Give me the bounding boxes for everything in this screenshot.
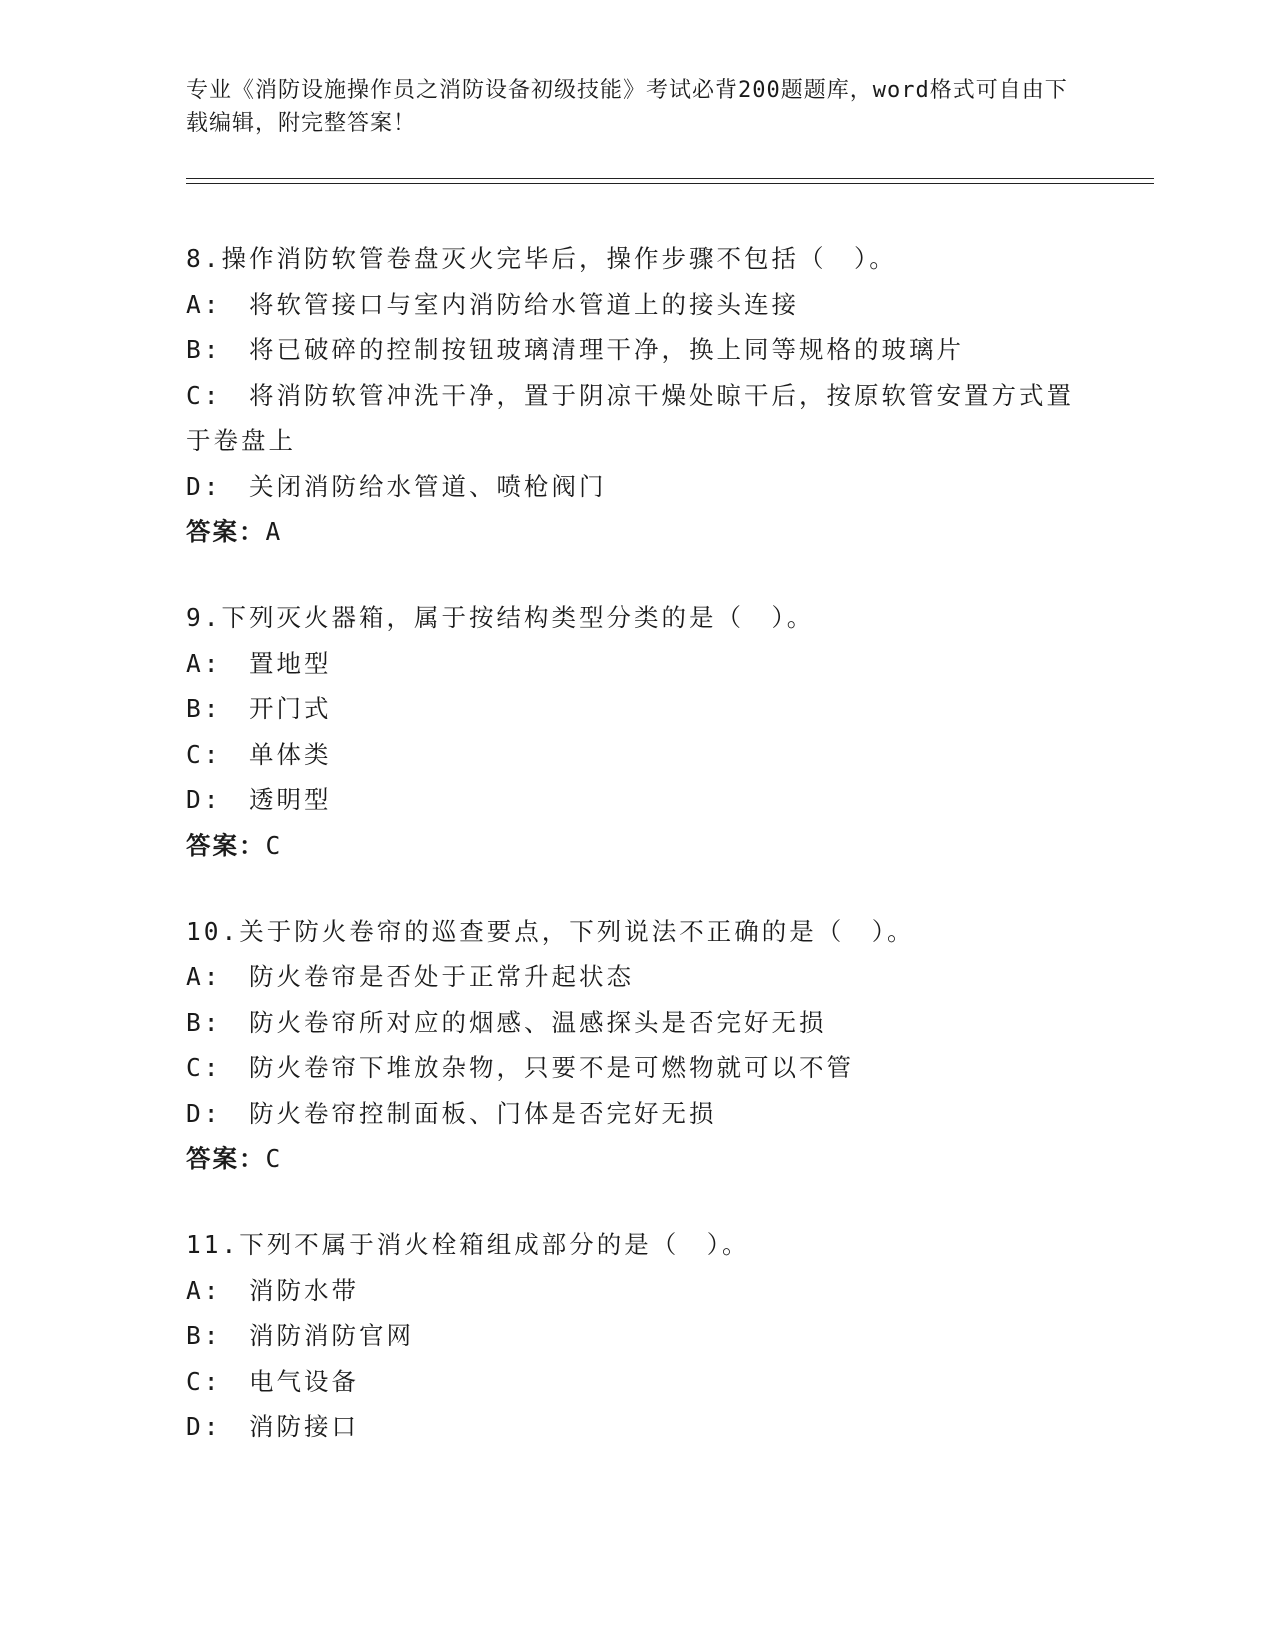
option-key: B — [186, 1007, 204, 1037]
question-item — [186, 909, 1086, 1183]
option-key: C — [186, 1053, 204, 1082]
option-text: 消防接口 — [249, 1412, 360, 1441]
option-key: D — [186, 1098, 204, 1128]
option-text: 开门式 — [249, 694, 332, 723]
option-a: A: 防火卷帘是否处于正常升起状态 — [186, 962, 635, 991]
option-b: B: 消防消防官网 — [186, 1321, 415, 1350]
option-text: 消防消防官网 — [249, 1321, 415, 1350]
option-d: D: 关闭消防给水管道、喷枪阀门 — [186, 471, 607, 501]
option-d: D: 透明型 — [186, 785, 332, 814]
option-key: B — [186, 335, 204, 364]
option-key: B — [186, 1321, 204, 1350]
question-item — [186, 595, 1086, 869]
option-key: A — [186, 1275, 204, 1305]
answer-value: C — [265, 830, 283, 860]
answer-label: 答案： — [186, 517, 266, 546]
option-key: A — [186, 648, 204, 678]
answer-value: C — [265, 1144, 283, 1173]
option-key: D — [186, 1412, 204, 1441]
question-item — [186, 1222, 1086, 1450]
option-c: C: 将消防软管冲洗干净，置于阴凉干燥处晾干后，按原软管安置方式置于卷盘上 — [186, 380, 1075, 455]
header-double-rule — [186, 178, 1154, 184]
option-text: 透明型 — [249, 785, 332, 814]
option-a: A: 置地型 — [186, 648, 332, 678]
question-list — [186, 236, 1086, 1490]
option-text: 将已破碎的控制按钮玻璃清理干净，换上同等规格的玻璃片 — [249, 335, 965, 364]
option-c: C: 电气设备 — [186, 1366, 360, 1396]
option-b: B: 将已破碎的控制按钮玻璃清理干净，换上同等规格的玻璃片 — [186, 335, 965, 364]
question-text: 10.关于防火卷帘的巡查要点，下列说法不正确的是（ ）。 — [186, 916, 915, 946]
option-text: 关闭消防给水管道、喷枪阀门 — [249, 471, 607, 501]
option-b: B: 防火卷帘所对应的烟感、温感探头是否完好无损 — [186, 1007, 827, 1037]
option-text: 防火卷帘控制面板、门体是否完好无损 — [249, 1098, 717, 1128]
option-a: A: 消防水带 — [186, 1275, 360, 1305]
header-title: 专业《消防设施操作员之消防设备初级技能》考试必背200题题库，word格式可自由下载编辑，附完整答案！ — [186, 78, 1068, 136]
answer-value: A — [265, 517, 283, 546]
option-d: D: 防火卷帘控制面板、门体是否完好无损 — [186, 1098, 717, 1128]
question-item — [186, 236, 1086, 555]
option-key: B — [186, 694, 204, 723]
option-key: D — [186, 471, 204, 501]
option-text: 电气设备 — [249, 1366, 360, 1396]
answer-label: 答案： — [186, 830, 266, 860]
option-d: D: 消防接口 — [186, 1412, 360, 1441]
option-key: C — [186, 1366, 204, 1396]
option-text: 置地型 — [249, 648, 332, 678]
option-key: A — [186, 962, 204, 991]
option-text: 防火卷帘下堆放杂物，只要不是可燃物就可以不管 — [249, 1053, 855, 1082]
option-c: C: 单体类 — [186, 739, 332, 769]
option-c: C: 防火卷帘下堆放杂物，只要不是可燃物就可以不管 — [186, 1053, 855, 1082]
option-text: 防火卷帘所对应的烟感、温感探头是否完好无损 — [249, 1007, 827, 1037]
option-key: A — [186, 289, 204, 319]
option-text: 将消防软管冲洗干净，置于阴凉干燥处晾干后，按原软管安置方式置于卷盘上 — [186, 380, 1075, 455]
question-text: 9.下列灭火器箱，属于按结构类型分类的是（ ）。 — [186, 603, 815, 632]
question-text: 11.下列不属于消火栓箱组成部分的是（ ）。 — [186, 1230, 750, 1259]
option-text: 消防水带 — [249, 1275, 360, 1305]
option-key: D — [186, 785, 204, 814]
option-text: 将软管接口与室内消防给水管道上的接头连接 — [249, 289, 800, 319]
document-header — [186, 74, 1086, 140]
option-key: C — [186, 739, 204, 769]
answer-line — [186, 823, 1086, 869]
option-key: C — [186, 380, 204, 410]
option-text: 防火卷帘是否处于正常升起状态 — [249, 962, 635, 991]
question-text: 8.操作消防软管卷盘灭火完毕后，操作步骤不包括（ ）。 — [186, 244, 897, 273]
option-a: A: 将软管接口与室内消防给水管道上的接头连接 — [186, 289, 800, 319]
option-text: 单体类 — [249, 739, 332, 769]
answer-line — [186, 509, 1086, 555]
answer-line — [186, 1136, 1086, 1182]
answer-label: 答案： — [186, 1144, 266, 1173]
option-b: B: 开门式 — [186, 694, 332, 723]
